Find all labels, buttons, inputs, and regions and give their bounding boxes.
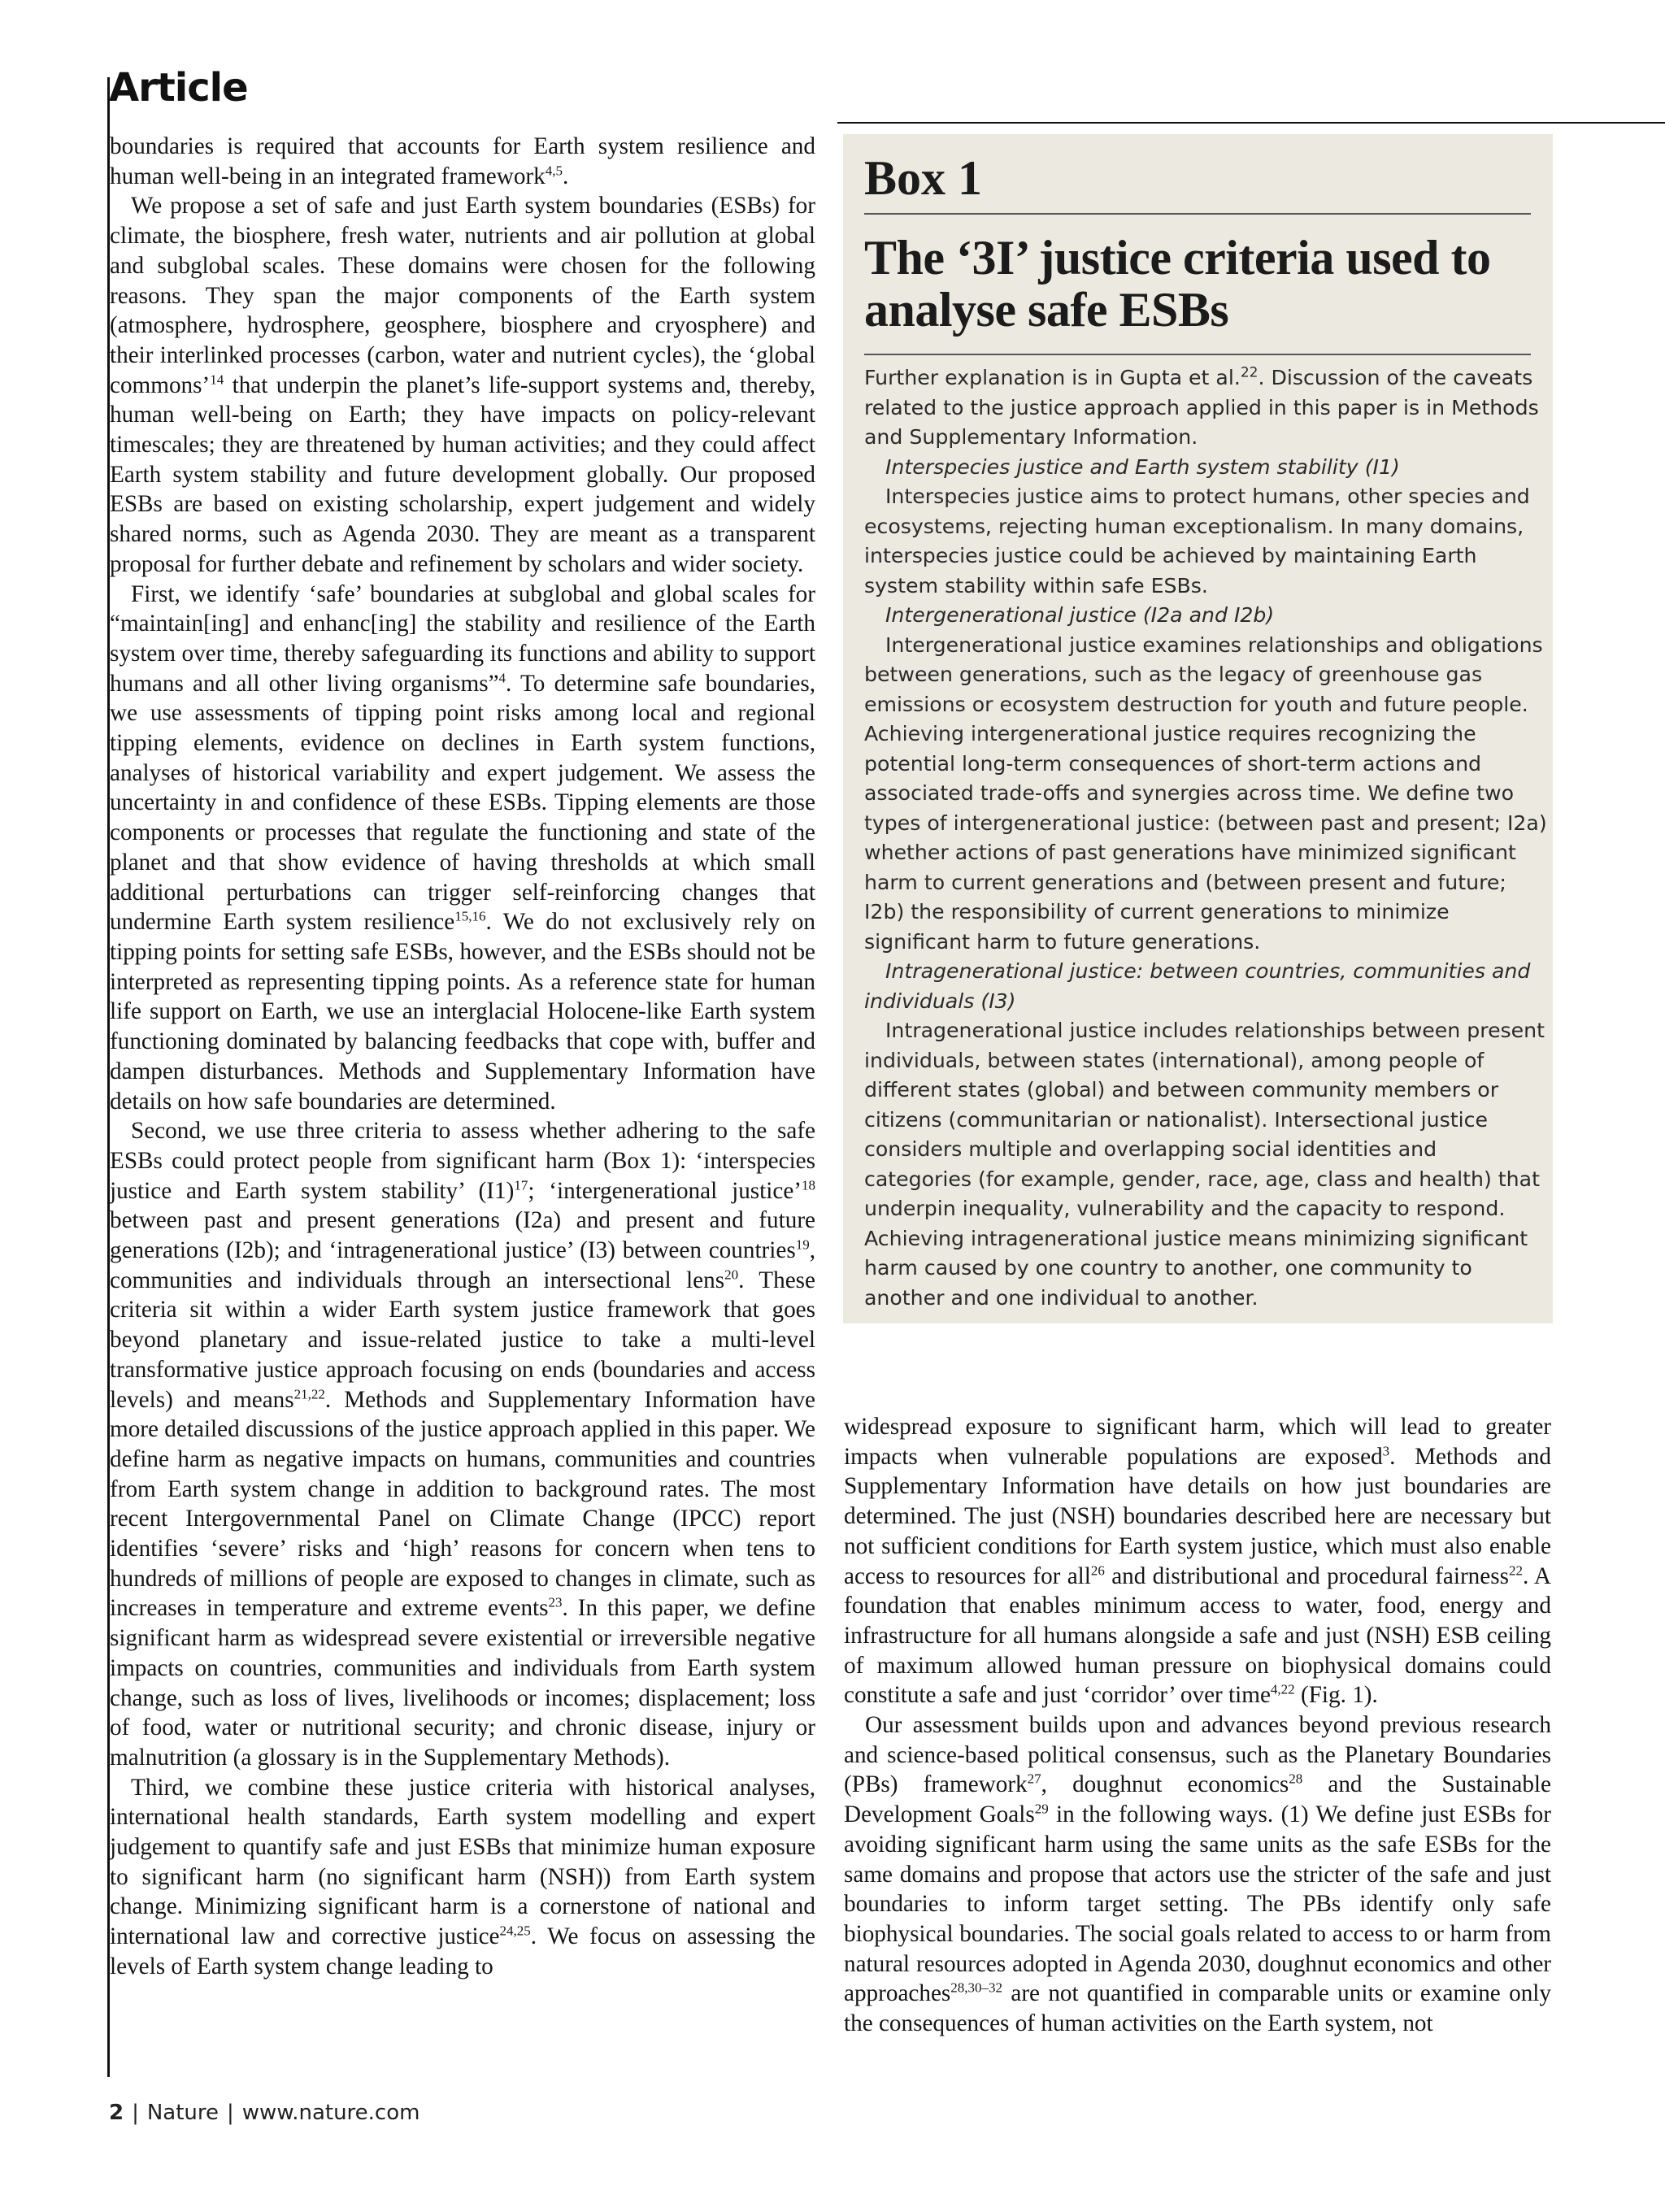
journal-url[interactable]: www.nature.com: [241, 2101, 420, 2125]
citation[interactable]: 4,22: [1270, 1681, 1295, 1697]
page-number: 2: [109, 2101, 124, 2125]
box-body: [864, 363, 1547, 1313]
box-paragraph: Interspecies justice aims to protect humans, other species and ecosystems, rejecting human exceptionalism. In many domains, interspecies justice could be achieved by maintaining Earth system stability within safe ESBs.: [864, 485, 1530, 598]
box-subheading: Intergenerational justice (I2a and I2b): [885, 603, 1275, 627]
citation[interactable]: 17: [514, 1176, 528, 1193]
box-intro: Further explanation is in Gupta et al.$^{22}$. Discussion of the caveats related to the justice approach applied in this paper is in Methods and Supplementary Information.: [864, 364, 1539, 449]
separator: |: [227, 2101, 234, 2125]
right-column: [844, 1412, 1551, 2039]
citation[interactable]: 26: [1090, 1562, 1105, 1578]
citation[interactable]: 24,25: [499, 1923, 531, 1939]
citation[interactable]: 4,5: [545, 162, 563, 178]
citation[interactable]: 14: [210, 371, 224, 387]
box-subheading: Intragenerational justice: between countries, communities and individuals (I3): [864, 959, 1531, 1013]
box-divider: [864, 213, 1531, 215]
section-header: Article: [109, 65, 248, 111]
citation[interactable]: 19: [795, 1236, 810, 1253]
box-1: [843, 134, 1553, 1323]
box-divider: [864, 354, 1531, 355]
citation[interactable]: 4: [498, 669, 506, 685]
citation[interactable]: 22: [1240, 364, 1259, 381]
citation[interactable]: 3: [1382, 1442, 1390, 1458]
citation[interactable]: 28: [1289, 1771, 1303, 1787]
journal-name: Nature: [146, 2101, 220, 2125]
paragraph: boundaries is required that accounts for Earth system resilience and human well-being in an integrated framework$^{4,5}$.: [110, 133, 815, 189]
citation[interactable]: 23: [548, 1594, 563, 1610]
citation[interactable]: 20: [724, 1266, 739, 1282]
page-footer: [109, 2101, 420, 2125]
paragraph: Third, we combine these justice criteria with historical analyses, international health standards, Earth system modelling and expert judgement to quantify safe and just ESBs that minimize human exposure to significant harm (no significant harm (NSH)) from Earth system change. Minimizing significant harm is a cornerstone of national and international law and corrective justice$^{24,25}$. We focus on assessing the levels of Earth system change leading to: [110, 1774, 815, 1980]
box-title: The ‘3I’ justice criteria used to analyse safe ESBs: [864, 231, 1491, 337]
box-label: Box 1: [864, 151, 983, 205]
paragraph: Our assessment builds upon and advances beyond previous research and science-based political consensus, such as the Planetary Boundaries (PBs) framework$^{27}$, doughnut economics$^{28}$ and the Sustainable Development Goals$^{29}$ in the following ways. (1) We define just ESBs for avoiding significant harm using the same units as the safe ESBs for the same domains and propose that actors use the stricter of the safe and just boundaries to inform target setting. The PBs identify only safe biophysical boundaries. The social goals related to access to or harm from natural resources adopted in Agenda 2030, doughnut economics and other approaches$^{28,30-32}$ are not quantified in comparable units or examine only the consequences of human activities on the Earth system, not: [844, 1712, 1551, 2037]
citation[interactable]: 18: [802, 1176, 815, 1193]
citation[interactable]: 28,30–32: [950, 1980, 1003, 1996]
box-subheading: Interspecies justice and Earth system stability (I1): [885, 454, 1400, 479]
left-column: [110, 132, 815, 1982]
paragraph: Second, we use three criteria to assess whether adhering to the safe ESBs could protect people from significant harm (Box 1): ‘interspecies justice and Earth system stability’ $(I1)^{17}$; ‘intergenerational justice’$^{18}$ between past and present generations (I2a) and present and future generations (I2b); and ‘intragenerational justice’ (I3) between countries$^{19}$, communities and individuals through an intersectional lens$^{20}$. These criteria sit within a wider Earth system justice framework that goes beyond planetary and issue-related justice to take a multi-level transformative justice approach focusing on ends (boundaries and access levels) and means$^{21,22}$. Methods and Supplementary Information have more detailed discussions of the justice approach applied in this paper. We define harm as negative impacts on humans, communities and countries from Earth system change in addition to background rates. The most recent Intergovernmental Panel on Climate Change (IPCC) report identifies ‘severe’ risks and ‘high’ reasons for concern when tens to hundreds of millions of people are exposed to changes in climate, such as increases in temperature and extreme events$^{23}$. In this paper, we define significant harm as widespread severe existential or irreversible negative impacts on countries, communities and individuals from Earth system change, such as loss of lives, livelihoods or incomes; displacement; loss of food, water or nutritional security; and chronic disease, injury or malnutrition (a glossary is in the Supplementary Methods).: [110, 1118, 816, 1771]
citation[interactable]: 22: [1508, 1562, 1523, 1578]
citation[interactable]: 21,22: [293, 1385, 325, 1402]
paragraph: First, we identify ‘safe’ boundaries at subglobal and global scales for “maintain[ing] and enhanc[ing] the stability and resilience of the Earth system over time, thereby safeguarding its functions and ability to support humans and all other living organisms”$^4$. To determine safe boundaries, we use assessments of tipping point risks among local and regional tipping elements, evidence on declines in Earth system functions, analyses of historical variability and expert judgement. We assess the uncertainty in and confidence of these ESBs. Tipping elements are those components or processes that regulate the functioning and state of the planet and that show evidence of having thresholds at which small additional perturbations can trigger self-reinforcing changes that undermine Earth system resilience$^{15,16}$. We do not exclusively rely on tipping points for setting safe ESBs, however, and the ESBs should not be interpreted as representing tipping points. As a reference state for human life support on Earth, we use an interglacial Holocene-like Earth system functioning dominated by balancing feedbacks that cope with, buffer and dampen disturbances. Methods and Supplementary Information have details on how safe boundaries are determined.: [110, 580, 815, 1115]
citation[interactable]: 27: [1027, 1771, 1041, 1787]
paragraph: We propose a set of safe and just Earth system boundaries (ESBs) for climate, the biosphere, fresh water, nutrients and air pollution at global and subglobal scales. These domains were chosen for the following reasons. They span the major components of the Earth system (atmosphere, hydrosphere, geosphere, biosphere and cryosphere) and their interlinked processes (carbon, water and nutrient cycles), the ‘global commons’$^{14}$ that underpin the planet’s life-support systems and, thereby, human well-being on Earth; they have impacts on policy-relevant timescales; they are threatened by human activities; and they could affect Earth system stability and future development globally. Our proposed ESBs are based on existing scholarship, expert judgement and widely shared norms, such as Agenda 2030. They are meant as a transparent proposal for further debate and refinement by scholars and wider society.: [110, 193, 815, 577]
separator: |: [132, 2101, 139, 2125]
box-paragraph: Intergenerational justice examines relationships and obligations between generations, such as the legacy of greenhouse gas emissions or ecosystem destruction for youth and future people. Achieving intergenerational justice requires recognizing the potential long-term consequences of short-term actions and associated trade-offs and synergies across time. We define two types of intergenerational justice: (between past and present; I2a) whether actions of past generations have minimized significant harm to current generations and (between present and future; I2b) the responsibility of current generations to minimize significant harm to future generations.: [864, 632, 1547, 954]
box-paragraph: Intragenerational justice includes relationships between present individuals, between states (international), among people of different states (global) and between community members or citizens (communitarian or nationalist). Intersectional justice considers multiple and overlapping social identities and categories (for example, gender, race, age, class and health) that underpin inequality, vulnerability and the capacity to respond. Achieving intragenerational justice means minimizing significant harm caused by one country to another, one community to another and one individual to another.: [864, 1019, 1545, 1310]
citation[interactable]: 29: [1034, 1801, 1049, 1817]
citation[interactable]: 15,16: [454, 908, 486, 924]
top-right-rule: [837, 122, 1665, 124]
paragraph: widespread exposure to significant harm, which will lead to greater impacts when vulnerable populations are exposed$^3$. Methods and Supplementary Information have details on how just boundaries are determined. The just (NSH) boundaries described here are necessary but not sufficient conditions for Earth system justice, which must also enable access to resources for all$^{26}$ and distributional and procedural fairness$^{22}$. A foundation that enables minimum access to water, food, energy and infrastructure for all humans alongside a safe and just (NSH) ESB ceiling of maximum allowed human pressure on biophysical domains could constitute a safe and just ‘corridor’ over time$^{4,22}$ (Fig. 1).: [844, 1414, 1552, 1709]
